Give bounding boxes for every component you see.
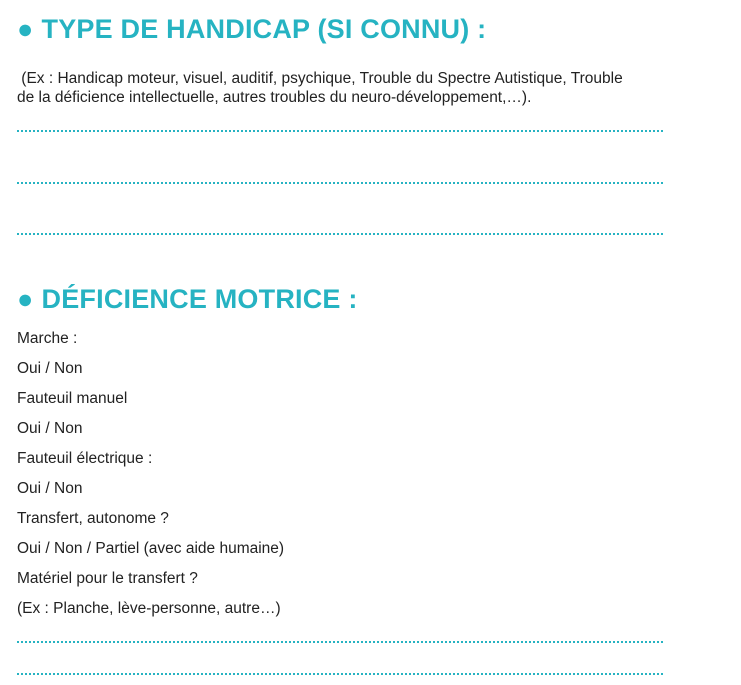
option-oui-non-fauteuil-manuel[interactable]: Oui / Non bbox=[17, 420, 83, 437]
option-oui-non-marche[interactable]: Oui / Non bbox=[17, 360, 83, 377]
answer-line-3[interactable] bbox=[17, 233, 663, 235]
option-oui-non-fauteuil-electrique[interactable]: Oui / Non bbox=[17, 480, 83, 497]
section-title: TYPE DE HANDICAP (SI CONNU) : bbox=[41, 14, 487, 44]
label-marche: Marche : bbox=[17, 330, 78, 347]
answer-line-2[interactable] bbox=[17, 182, 663, 184]
answer-line-5[interactable] bbox=[17, 673, 663, 675]
answer-line-1[interactable] bbox=[17, 130, 663, 132]
answer-line-4[interactable] bbox=[17, 641, 663, 643]
bullet-icon: ● bbox=[17, 14, 34, 44]
label-materiel-transfert: Matériel pour le transfert ? bbox=[17, 570, 198, 587]
label-transfert-autonome: Transfert, autonome ? bbox=[17, 510, 169, 527]
example-materiel-transfert: (Ex : Planche, lève-personne, autre…) bbox=[17, 600, 281, 617]
example-text bbox=[17, 69, 717, 107]
section-title: DÉFICIENCE MOTRICE : bbox=[41, 284, 358, 314]
label-fauteuil-manuel: Fauteuil manuel bbox=[17, 390, 128, 407]
section-heading-type-handicap bbox=[17, 14, 486, 45]
bullet-icon: ● bbox=[17, 284, 34, 314]
example-line-2: de la déficience intellectuelle, autres troubles du neuro-développement,…). bbox=[17, 89, 532, 106]
example-line-1: (Ex : Handicap moteur, visuel, auditif, psychique, Trouble du Spectre Autistique, Trouble bbox=[17, 70, 623, 87]
section-heading-deficience-motrice bbox=[17, 284, 358, 315]
option-oui-non-partiel-transfert[interactable]: Oui / Non / Partiel (avec aide humaine) bbox=[17, 540, 285, 557]
label-fauteuil-electrique: Fauteuil électrique : bbox=[17, 450, 153, 467]
